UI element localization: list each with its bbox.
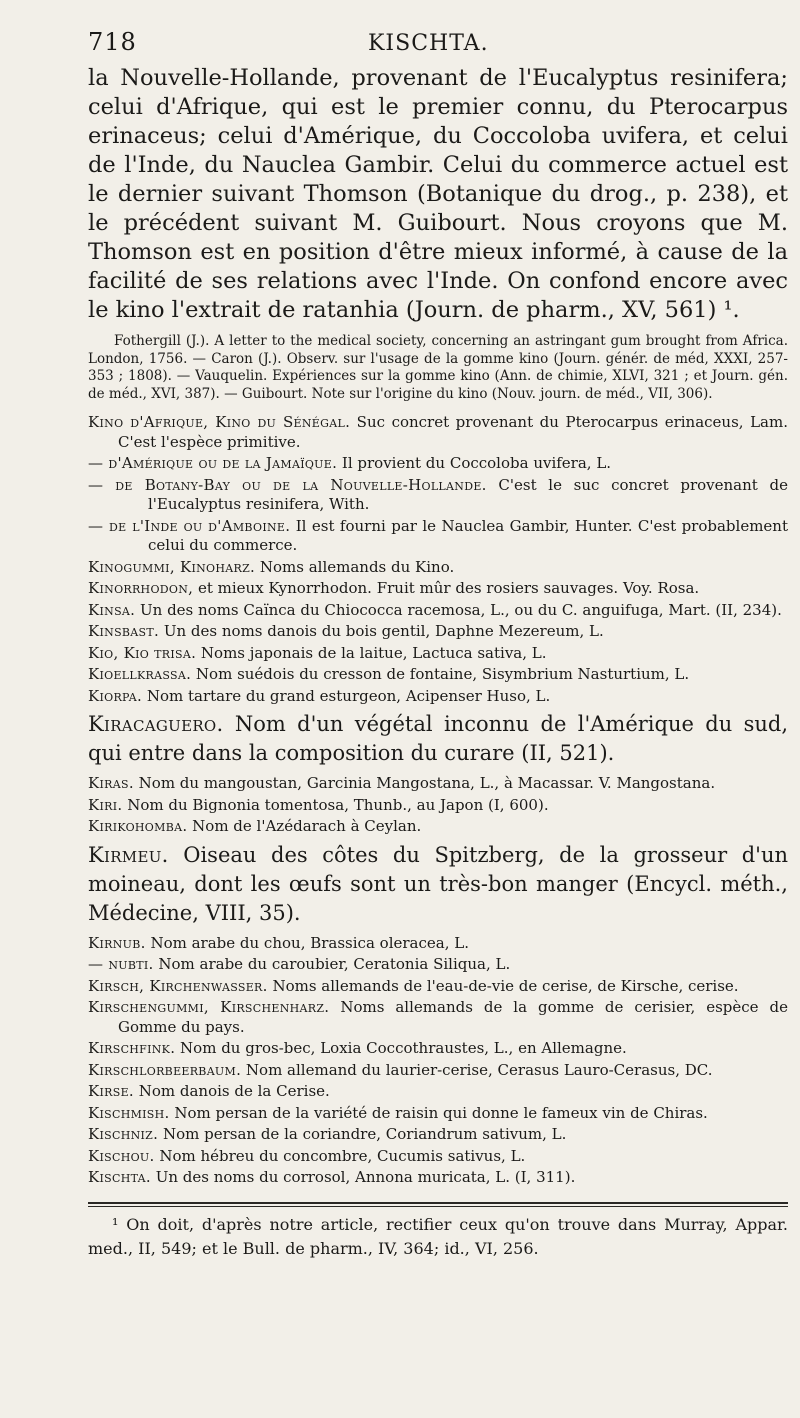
footnote: ¹ On doit, d'après notre article, rectifier ceux qu'on trouve dans Murray, Appar. med., II, 549; et le Bull. de pharm., IV, 364; id., VI, 256. bbox=[88, 1214, 788, 1258]
entry-text: Nom d'un végétal inconnu de l'Amérique du sud, qui entre dans la composition du curare (II, 521). bbox=[88, 712, 788, 765]
entry-text: Nom du mangoustan, Garcinia Mangostana, L., à Macassar. V. Mangostana. bbox=[133, 774, 716, 792]
entry bbox=[88, 1082, 788, 1102]
entry-text: Nom du Bignonia tomentosa, Thunb., au Japon (I, 600). bbox=[122, 795, 549, 814]
entry bbox=[88, 413, 788, 452]
entry-text: et mieux Kynorrhodon. Fruit mûr des rosiers sauvages. Voy. Rosa. bbox=[193, 579, 700, 597]
entry bbox=[88, 622, 788, 642]
entry-text: Nom hébreu du concombre, Cucumis sativus, L. bbox=[154, 1146, 526, 1165]
entry-text: Un des noms Caïnca du Chiococca racemosa, L., ou du C. anguifuga, Mart. (II, 234). bbox=[135, 600, 782, 619]
entry bbox=[88, 934, 788, 954]
entry bbox=[88, 998, 788, 1037]
entry-text: Noms allemands de la gomme de cerisier, espèce de Gomme du pays. bbox=[118, 998, 788, 1036]
entry-text: Nom allemand du laurier-cerise, Cerasus Lauro-Cerasus, DC. bbox=[241, 1060, 713, 1079]
entry-head: Kischmish. bbox=[88, 1103, 170, 1122]
entry-text: Nom suédois du cresson de fontaine, Sisymbrium Nasturtium, L. bbox=[191, 665, 690, 683]
entry-text: Noms allemands du Kino. bbox=[255, 557, 455, 576]
entries-list-3 bbox=[88, 934, 788, 1188]
entry bbox=[88, 601, 788, 621]
entry-text: Nom persan de la coriandre, Coriandrum sativum, L. bbox=[158, 1125, 567, 1143]
entry bbox=[88, 1039, 788, 1059]
entry-head: Kino d'Afrique, Kino du Sénégal. bbox=[88, 413, 351, 431]
entry-text: Il est fourni par le Nauclea Gambir, Hunter. C'est probablement celui du commerce. bbox=[148, 516, 788, 554]
entry-text: Noms allemands de l'eau-de-vie de cerise, de Kirsche, cerise. bbox=[267, 976, 739, 995]
entry bbox=[88, 579, 788, 599]
entry-head: — de l'Inde ou d'Amboine. bbox=[88, 516, 291, 535]
entry-head: Kioellkrassa. bbox=[88, 665, 192, 683]
entry-head: Kirschfink. bbox=[88, 1039, 176, 1057]
entry-head: Kirmeu. bbox=[88, 842, 169, 867]
entry-head: Kinsbast. bbox=[88, 622, 160, 640]
entry-text: Un des noms danois du bois gentil, Daphne Mezereum, L. bbox=[159, 622, 604, 640]
entry bbox=[88, 517, 788, 556]
big-entry-kiracaguero bbox=[88, 710, 788, 768]
entry-head: Kirschengummi, Kirschenharz. bbox=[88, 998, 330, 1016]
entry bbox=[88, 687, 788, 707]
entry-text: Suc concret provenant du Pterocarpus erinaceus, Lam. C'est l'espèce primitive. bbox=[118, 413, 788, 451]
entry bbox=[88, 774, 788, 794]
running-header bbox=[88, 28, 788, 64]
entry-head: Kiri. bbox=[88, 795, 123, 814]
entry-head: Kirsch, Kirchenwasser. bbox=[88, 976, 268, 995]
entry-head: — nubti. bbox=[88, 955, 154, 973]
entry bbox=[88, 796, 788, 816]
entry bbox=[88, 977, 788, 997]
references: Fothergill (J.). A letter to the medical society, concerning an astringant gum brought from Africa. London, 1756. — Caron (J.). Observ. sur l'usage de la gomme kino (Journ. génér. de méd, XXXI, 257-353 ; 1808). — Vauquelin. Expériences sur la gomme kino (Ann. de chimie, XLVI, 321 ; et Journ. gén. de méd., XVI, 387). — Guibourt. Note sur l'origine du kino (Nouv. journ. de méd., VII, 306). bbox=[88, 333, 788, 402]
entry-text: Oiseau des côtes du Spitzberg, de la grosseur d'un moineau, dont les œufs sont un très-bon manger (Encycl. méth., Médecine, VIII, 35). bbox=[88, 842, 788, 925]
entry bbox=[88, 1168, 788, 1188]
entry-head: — d'Amérique ou de la Jamaïque. bbox=[88, 454, 338, 472]
entry-text: Il provient du Coccoloba uvifera, L. bbox=[337, 454, 612, 472]
entry bbox=[88, 476, 788, 515]
entry-text: Nom tartare du grand esturgeon, Acipenser Huso, L. bbox=[142, 686, 551, 705]
entry-text: Nom arabe du chou, Brassica oleracea, L. bbox=[145, 933, 469, 952]
entry-head: Kirnub. bbox=[88, 933, 146, 952]
entry-head: Kischniz. bbox=[88, 1125, 159, 1143]
entry bbox=[88, 1061, 788, 1081]
entry-head: Kinsa. bbox=[88, 600, 136, 619]
entry-head: Kirikohomba. bbox=[88, 817, 188, 835]
entries-list-1 bbox=[88, 413, 788, 706]
entry bbox=[88, 1125, 788, 1145]
entry-head: Kio, Kio trisa. bbox=[88, 643, 197, 662]
entries-list-2 bbox=[88, 774, 788, 837]
entry-text: C'est le suc concret provenant de l'Eucalyptus resinifera, With. bbox=[148, 475, 788, 513]
entry bbox=[88, 1104, 788, 1124]
big-entry-kirmeu bbox=[88, 841, 788, 928]
entry-text: Un des noms du corrosol, Annona muricata, L. (I, 311). bbox=[150, 1168, 576, 1186]
entry-text: Nom danois de la Cerise. bbox=[133, 1082, 330, 1100]
entry bbox=[88, 644, 788, 664]
entry-text: Nom persan de la variété de raisin qui donne le fameux vin de Chiras. bbox=[169, 1103, 708, 1122]
entry-head: Kiras. bbox=[88, 774, 134, 792]
entry bbox=[88, 665, 788, 685]
entry bbox=[88, 1147, 788, 1167]
entry-head: Kiorpa. bbox=[88, 686, 143, 705]
entry bbox=[88, 955, 788, 975]
entry-text: Nom de l'Azédarach à Ceylan. bbox=[187, 817, 422, 835]
entry bbox=[88, 817, 788, 837]
entry-text: Nom du gros-bec, Loxia Coccothraustes, L., en Allemagne. bbox=[175, 1039, 627, 1057]
entry-head: Kischta. bbox=[88, 1168, 151, 1186]
page-number: 718 bbox=[88, 28, 137, 56]
lead-paragraph: la Nouvelle-Hollande, provenant de l'Eucalyptus resinifera; celui d'Afrique, qui est le premier connu, du Pterocarpus erinaceus; celui d'Amérique, du Coccoloba uvifera, et celui de l'Inde, du Nauclea Gambir. Celui du commerce actuel est le dernier suivant Thomson (Botanique du drog., p. 238), et le précédent suivant M. Guibourt. Nous croyons que M. Thomson est en position d'être mieux informé, à cause de la facilité de ses relations avec l'Inde. On confond encore avec le kino l'extrait de ratanhia (Journ. de pharm., XV, 561) ¹. bbox=[88, 65, 788, 323]
running-title: KISCHTA. bbox=[368, 31, 489, 56]
entry bbox=[88, 558, 788, 578]
entry-text: Nom arabe du caroubier, Ceratonia Siliqua, L. bbox=[153, 955, 511, 973]
entry-head: — de Botany-Bay ou de la Nouvelle-Hollande. bbox=[88, 475, 487, 494]
entry-head: Kischou. bbox=[88, 1146, 155, 1165]
entry-head: Kirse. bbox=[88, 1082, 134, 1100]
entry bbox=[88, 454, 788, 474]
entry-head: Kirschlorbeerbaum. bbox=[88, 1060, 242, 1079]
entry-head: Kiracaguero. bbox=[88, 712, 224, 736]
entry-head: Kinogummi, Kinoharz. bbox=[88, 557, 256, 576]
entry-head: Kinorrhodon, bbox=[88, 579, 194, 597]
entry-text: Noms japonais de la laitue, Lactuca sativa, L. bbox=[196, 643, 547, 662]
footnote-divider bbox=[88, 1202, 788, 1207]
